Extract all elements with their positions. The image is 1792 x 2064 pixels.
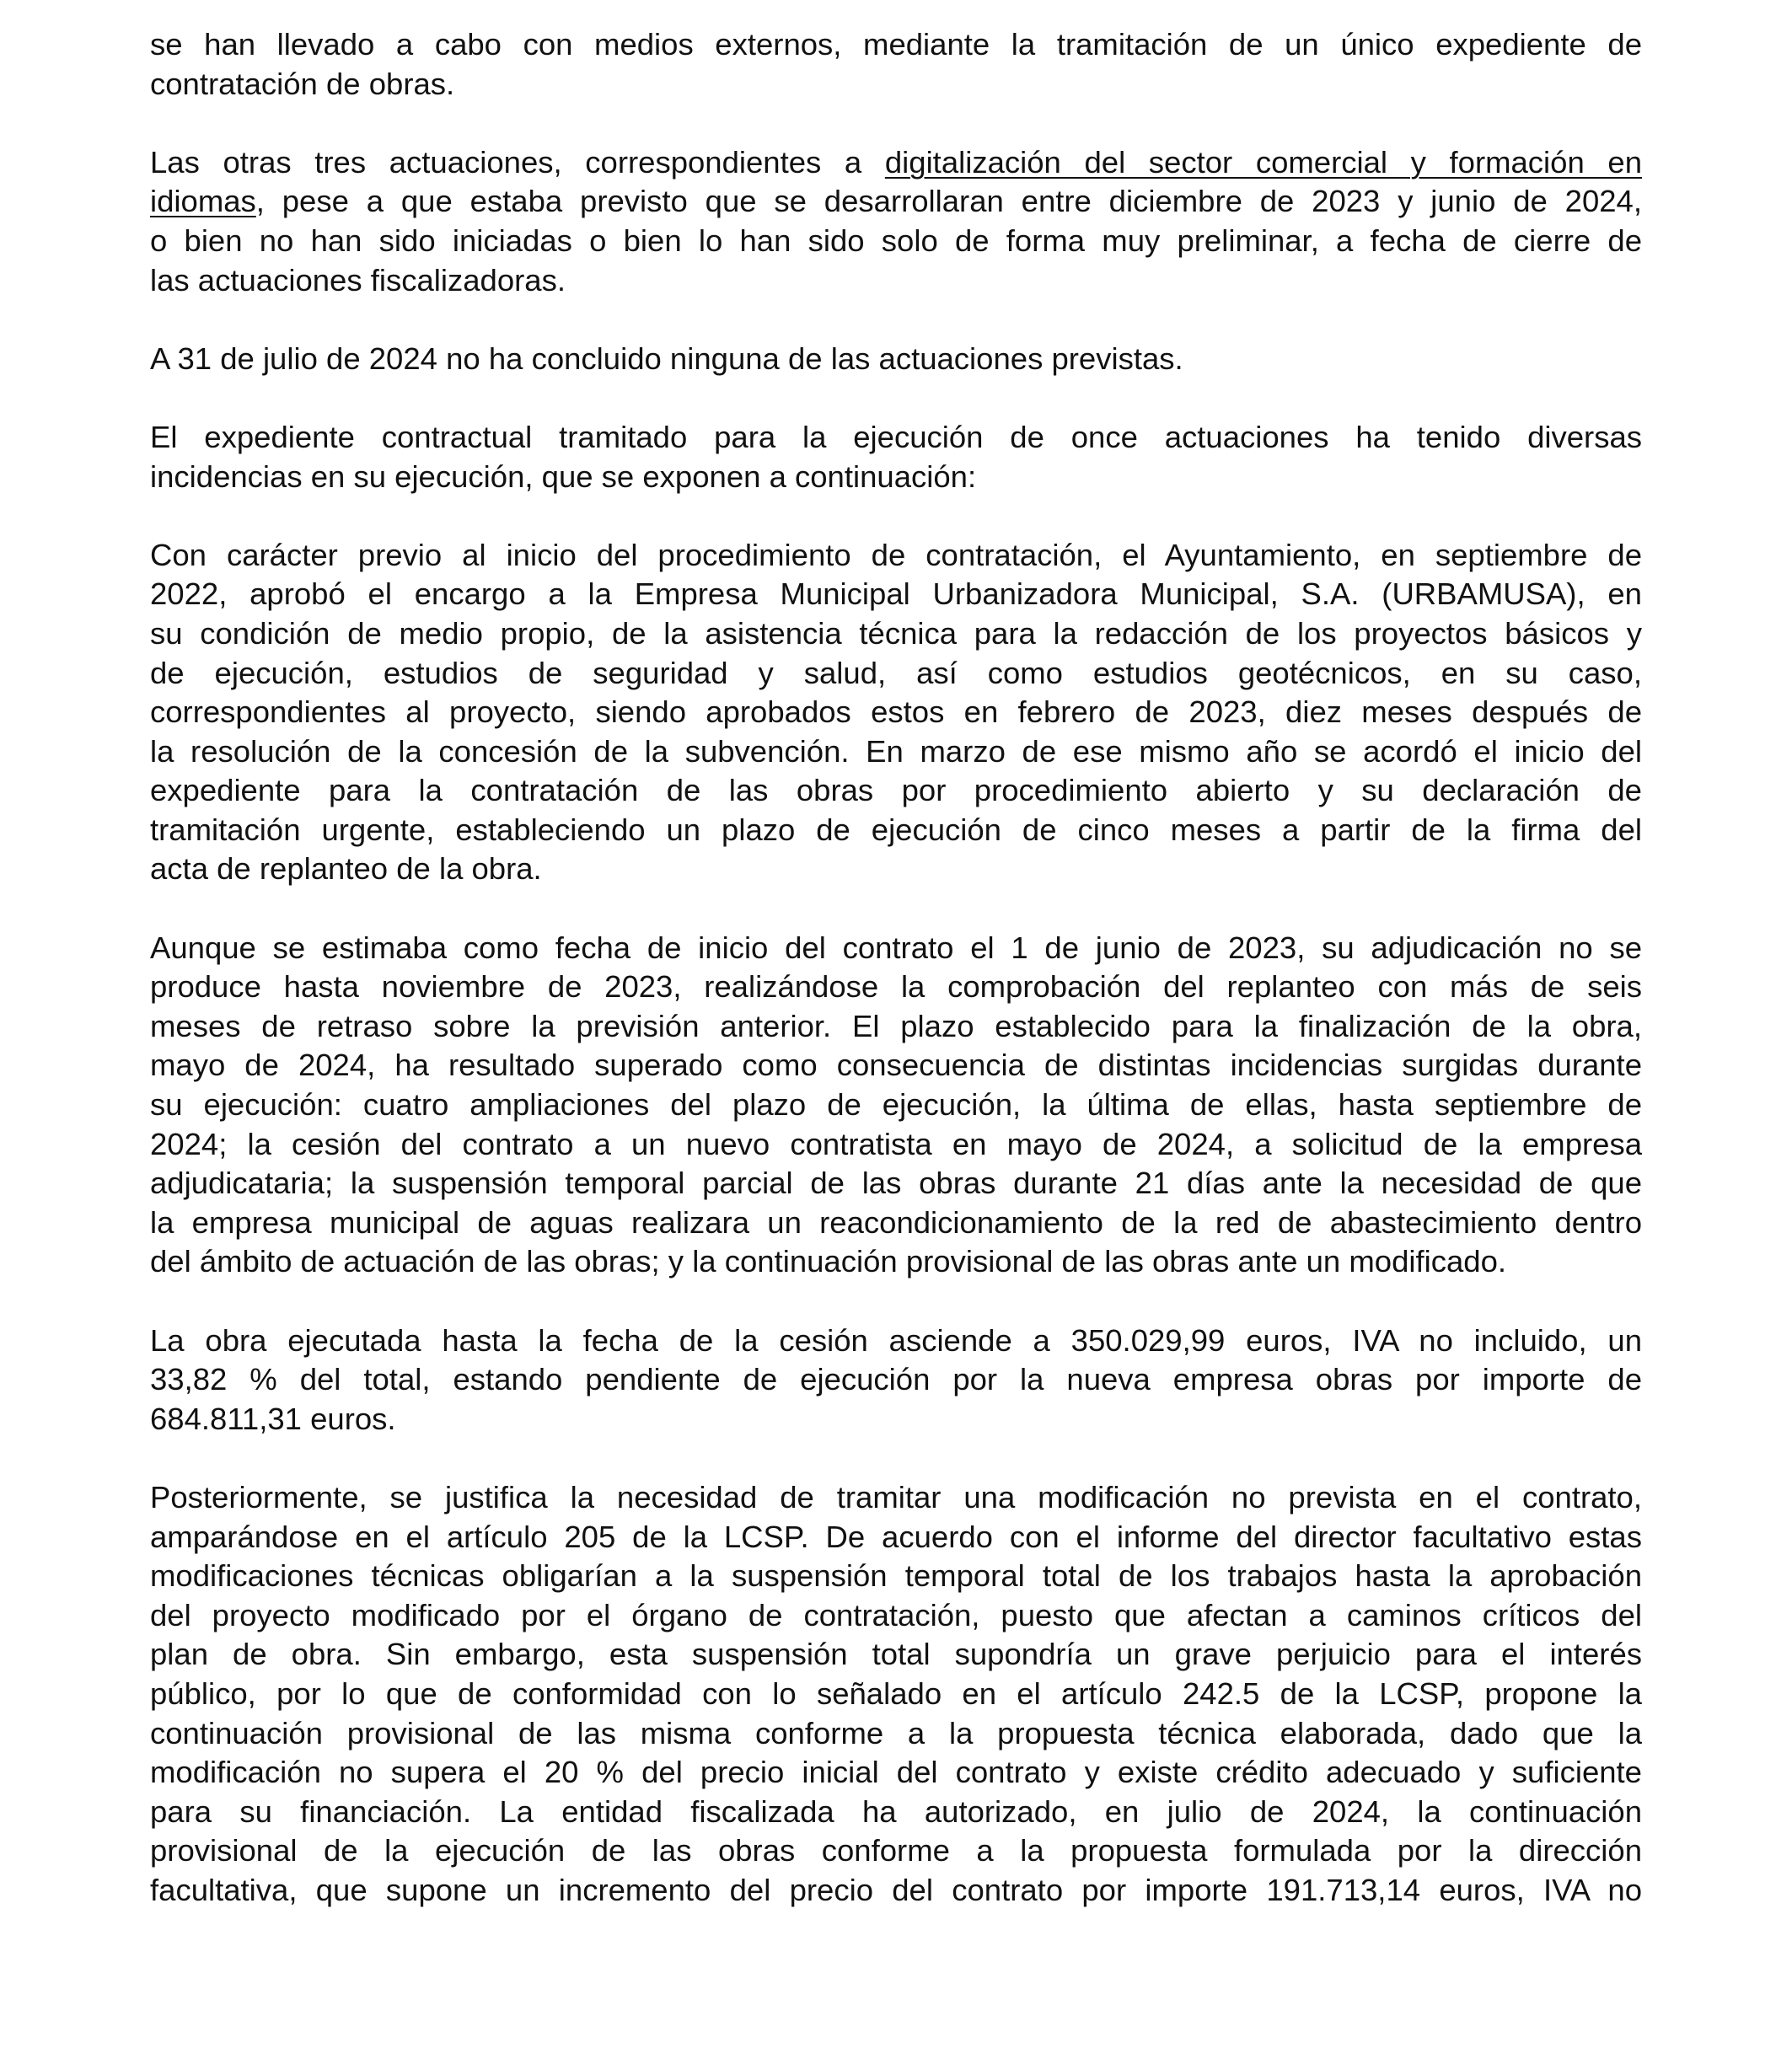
text-line: tramitación urgente, estableciendo un plazo de ejecución de cinco meses a partir de la firma del (150, 812, 1642, 847)
paragraph (150, 143, 1642, 300)
paragraph (150, 1478, 1642, 1911)
text-line: modificación no supera el 20 % del precio inicial del contrato y existe crédito adecuado y suficiente (150, 1755, 1642, 1790)
text-line: para su financiación. La entidad fiscalizada ha autorizado, en julio de 2024, la continuación (150, 1793, 1642, 1829)
text-line: expediente para la contratación de las obras por procedimiento abierto y su declaración de (150, 773, 1642, 808)
document-body (150, 25, 1642, 1949)
text-line: plan de obra. Sin embargo, esta suspensión total supondría un grave perjuicio para el interés (150, 1637, 1642, 1672)
text-line: de ejecución, estudios de seguridad y salud, así como estudios geotécnicos, en su caso, (150, 655, 1642, 690)
underlined-text: digitalización del sector comercial y formación en (884, 144, 1642, 180)
text-line: incidencias en su ejecución, que se exponen a continuación: (150, 458, 977, 494)
text-segment: Las otras tres actuaciones, correspondientes a (150, 144, 885, 180)
text-line: Posteriormente, se justifica la necesidad de tramitar una modificación no prevista en el contrato, (150, 1479, 1642, 1514)
text-line: 684.811,31 euros. (150, 1401, 396, 1436)
text-line: continuación provisional de las misma conforme a la propuesta técnica elaborada, dado que la (150, 1715, 1642, 1750)
text-line: provisional de la ejecución de las obras conforme a la propuesta formulada por la dirección (150, 1833, 1642, 1868)
text-line: facultativa, que supone un incremento del precio del contrato por importe 191.713,14 euros, IVA no (150, 1872, 1642, 1907)
paragraph (150, 929, 1642, 1282)
text-line: A 31 de julio de 2024 no ha concluido ninguna de las actuaciones previstas. (150, 340, 1183, 376)
text-line (150, 182, 1642, 222)
paragraph (150, 340, 1642, 379)
text-line: correspondientes al proyecto, siendo aprobados estos en febrero de 2023, diez meses después de (150, 694, 1642, 730)
text-line: del ámbito de actuación de las obras; y la continuación provisional de las obras ante un modificado. (150, 1244, 1507, 1279)
text-line: contratación de obras. (150, 66, 455, 101)
text-line: produce hasta noviembre de 2023, realizándose la comprobación del replanteo con más de seis (150, 969, 1642, 1005)
underlined-text: idiomas (150, 184, 256, 219)
paragraph (150, 25, 1642, 104)
text-line: 33,82 % del total, estando pendiente de ejecución por la nueva empresa obras por importe de (150, 1362, 1642, 1397)
text-line: la empresa municipal de aguas realizara un reacondicionamiento de la red de abastecimiento dentro (150, 1204, 1642, 1240)
text-line: amparándose en el artículo 205 de la LCSP. De acuerdo con el informe del director facultativo estas (150, 1519, 1642, 1554)
text-line: se han llevado a cabo con medios externos, mediante la tramitación de un único expediente de (150, 27, 1642, 62)
text-line: la resolución de la concesión de la subvención. En marzo de ese mismo año se acordó el inicio del (150, 733, 1642, 769)
text-line: modificaciones técnicas obligarían a la suspensión temporal total de los trabajos hasta la aprobación (150, 1558, 1642, 1594)
text-line: Aunque se estimaba como fecha de inicio del contrato el 1 de junio de 2023, su adjudicación no se (150, 930, 1642, 965)
paragraph (150, 536, 1642, 889)
text-line: su ejecución: cuatro ampliaciones del plazo de ejecución, la última de ellas, hasta septiembre de (150, 1087, 1642, 1123)
text-line: o bien no han sido iniciadas o bien lo han sido solo de forma muy preliminar, a fecha de cierre de (150, 222, 1642, 258)
text-line (150, 143, 1642, 183)
text-line: su condición de medio propio, de la asistencia técnica para la redacción de los proyectos básicos y (150, 615, 1642, 651)
text-line: adjudicataria; la suspensión temporal parcial de las obras durante 21 días ante la necesidad de que (150, 1166, 1642, 1201)
text-segment: , pese a que estaba previsto que se desarrollaran entre diciembre de 2023 y junio de 2024, (255, 184, 1642, 219)
text-line: meses de retraso sobre la previsión anterior. El plazo establecido para la finalización de la obra, (150, 1008, 1642, 1043)
text-line: 2024; la cesión del contrato a un nuevo contratista en mayo de 2024, a solicitud de la empresa (150, 1126, 1642, 1161)
text-line: del proyecto modificado por el órgano de contratación, puesto que afectan a caminos críticos del (150, 1597, 1642, 1632)
paragraph (150, 1321, 1642, 1439)
paragraph (150, 418, 1642, 496)
text-line: La obra ejecutada hasta la fecha de la cesión asciende a 350.029,99 euros, IVA no incluido, un (150, 1322, 1642, 1358)
text-line: 2022, aprobó el encargo a la Empresa Municipal Urbanizadora Municipal, S.A. (URBAMUSA), en (150, 576, 1642, 612)
text-line: El expediente contractual tramitado para la ejecución de once actuaciones ha tenido diversas (150, 419, 1642, 454)
text-line: acta de replanteo de la obra. (150, 851, 542, 887)
text-line: mayo de 2024, ha resultado superado como consecuencia de distintas incidencias surgidas durante (150, 1048, 1642, 1083)
text-line: Con carácter previo al inicio del procedimiento de contratación, el Ayuntamiento, en septiembre de (150, 537, 1642, 572)
text-line: público, por lo que de conformidad con lo señalado en el artículo 242.5 de la LCSP, propone la (150, 1675, 1642, 1711)
text-line: las actuaciones fiscalizadoras. (150, 262, 566, 298)
